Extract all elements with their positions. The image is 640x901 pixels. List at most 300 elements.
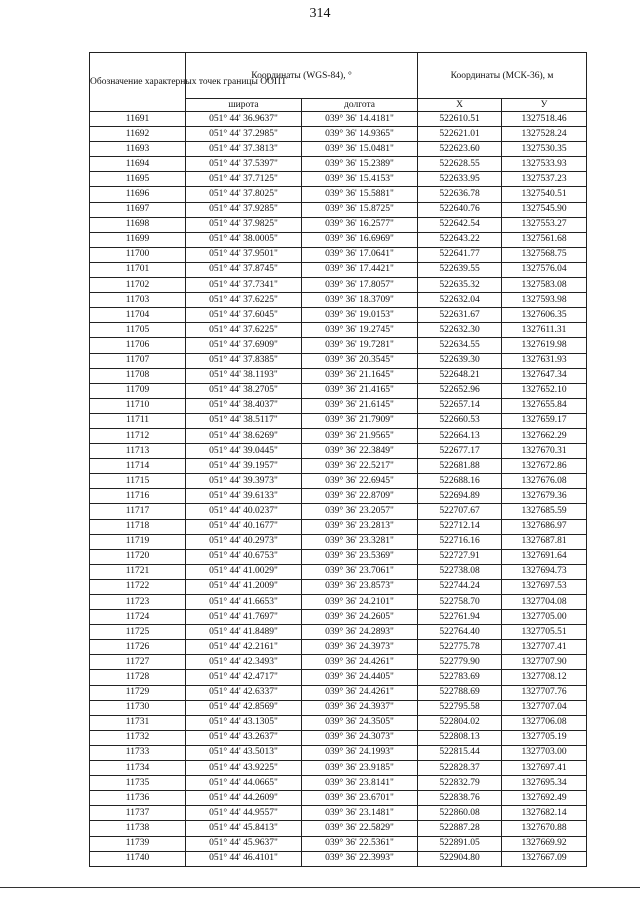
y-cell: 1327561.68 — [502, 232, 587, 247]
table-row — [90, 262, 587, 277]
point-id-cell: 11730 — [90, 700, 186, 715]
longitude-cell: 039° 36' 24.2893" — [302, 625, 418, 640]
x-cell: 522808.13 — [418, 730, 502, 745]
point-id-cell: 11720 — [90, 549, 186, 564]
y-cell: 1327606.35 — [502, 308, 587, 323]
x-cell: 522648.21 — [418, 368, 502, 383]
x-cell: 522664.13 — [418, 428, 502, 443]
latitude-cell: 051° 44' 37.6225" — [186, 323, 302, 338]
latitude-cell: 051° 44' 39.0445" — [186, 444, 302, 459]
latitude-cell: 051° 44' 40.0237" — [186, 504, 302, 519]
longitude-cell: 039° 36' 22.3849" — [302, 444, 418, 459]
longitude-cell: 039° 36' 15.8725" — [302, 202, 418, 217]
table-row — [90, 655, 587, 670]
latitude-cell: 051° 44' 37.9825" — [186, 217, 302, 232]
x-cell: 522716.16 — [418, 534, 502, 549]
latitude-cell: 051° 44' 38.6269" — [186, 428, 302, 443]
longitude-cell: 039° 36' 24.3505" — [302, 715, 418, 730]
x-cell: 522631.67 — [418, 308, 502, 323]
table-row — [90, 398, 587, 413]
y-cell: 1327540.51 — [502, 187, 587, 202]
longitude-cell: 039° 36' 23.7061" — [302, 564, 418, 579]
latitude-cell: 051° 44' 45.8413" — [186, 821, 302, 836]
y-cell: 1327611.31 — [502, 323, 587, 338]
point-id-cell: 11714 — [90, 459, 186, 474]
point-id-cell: 11719 — [90, 534, 186, 549]
latitude-cell: 051° 44' 37.5397" — [186, 157, 302, 172]
x-cell: 522634.55 — [418, 338, 502, 353]
page-number: 314 — [309, 6, 331, 21]
latitude-cell: 051° 44' 37.9501" — [186, 247, 302, 262]
latitude-cell: 051° 44' 42.4717" — [186, 670, 302, 685]
table-row — [90, 217, 587, 232]
x-cell: 522677.17 — [418, 444, 502, 459]
longitude-cell: 039° 36' 24.3937" — [302, 700, 418, 715]
table-row — [90, 730, 587, 745]
y-cell: 1327545.90 — [502, 202, 587, 217]
latitude-cell: 051° 44' 41.0029" — [186, 564, 302, 579]
latitude-cell: 051° 44' 44.0665" — [186, 776, 302, 791]
y-cell: 1327692.49 — [502, 791, 587, 806]
table-row — [90, 745, 587, 760]
latitude-cell: 051° 44' 39.6133" — [186, 489, 302, 504]
y-cell: 1327679.36 — [502, 489, 587, 504]
point-id-cell: 11723 — [90, 595, 186, 610]
longitude-cell: 039° 36' 23.2057" — [302, 504, 418, 519]
longitude-cell: 039° 36' 23.1481" — [302, 806, 418, 821]
y-cell: 1327682.14 — [502, 806, 587, 821]
table-row — [90, 640, 587, 655]
x-cell: 522660.53 — [418, 413, 502, 428]
y-cell: 1327619.98 — [502, 338, 587, 353]
longitude-cell: 039° 36' 17.8057" — [302, 278, 418, 293]
latitude-cell: 051° 44' 37.7341" — [186, 278, 302, 293]
y-cell: 1327583.08 — [502, 278, 587, 293]
point-id-cell: 11739 — [90, 836, 186, 851]
longitude-cell: 039° 36' 23.5369" — [302, 549, 418, 564]
x-cell: 522744.24 — [418, 579, 502, 594]
header-msk36: Координаты (МСК-36), м — [418, 53, 587, 99]
latitude-cell: 051° 44' 40.2973" — [186, 534, 302, 549]
longitude-cell: 039° 36' 19.7281" — [302, 338, 418, 353]
x-cell: 522681.88 — [418, 459, 502, 474]
latitude-cell: 051° 44' 43.9225" — [186, 761, 302, 776]
y-cell: 1327568.75 — [502, 247, 587, 262]
table-row — [90, 625, 587, 640]
x-cell: 522758.70 — [418, 595, 502, 610]
longitude-cell: 039° 36' 22.6945" — [302, 474, 418, 489]
y-cell: 1327686.97 — [502, 519, 587, 534]
latitude-cell: 051° 44' 37.9285" — [186, 202, 302, 217]
x-cell: 522764.40 — [418, 625, 502, 640]
point-id-cell: 11735 — [90, 776, 186, 791]
point-id-cell: 11724 — [90, 610, 186, 625]
header-y: У — [502, 99, 587, 112]
x-cell: 522635.32 — [418, 278, 502, 293]
longitude-cell: 039° 36' 21.9565" — [302, 428, 418, 443]
point-id-cell: 11708 — [90, 368, 186, 383]
point-id-cell: 11691 — [90, 112, 186, 127]
x-cell: 522707.67 — [418, 504, 502, 519]
longitude-cell: 039° 36' 24.2101" — [302, 595, 418, 610]
longitude-cell: 039° 36' 21.4165" — [302, 383, 418, 398]
y-cell: 1327697.53 — [502, 579, 587, 594]
y-cell: 1327695.34 — [502, 776, 587, 791]
table-row — [90, 293, 587, 308]
latitude-cell: 051° 44' 41.7697" — [186, 610, 302, 625]
latitude-cell: 051° 44' 41.8489" — [186, 625, 302, 640]
x-cell: 522860.08 — [418, 806, 502, 821]
latitude-cell: 051° 44' 37.6225" — [186, 293, 302, 308]
table-row — [90, 353, 587, 368]
point-id-cell: 11707 — [90, 353, 186, 368]
longitude-cell: 039° 36' 22.5217" — [302, 459, 418, 474]
latitude-cell: 051° 44' 45.9637" — [186, 836, 302, 851]
x-cell: 522688.16 — [418, 474, 502, 489]
x-cell: 522643.22 — [418, 232, 502, 247]
longitude-cell: 039° 36' 21.6145" — [302, 398, 418, 413]
x-cell: 522832.79 — [418, 776, 502, 791]
header-point-name: Обозначение характерных точек границы ООПТ — [90, 53, 186, 112]
y-cell: 1327707.04 — [502, 700, 587, 715]
longitude-cell: 039° 36' 23.8141" — [302, 776, 418, 791]
latitude-cell: 051° 44' 42.6337" — [186, 685, 302, 700]
x-cell: 522804.02 — [418, 715, 502, 730]
table-row — [90, 172, 587, 187]
latitude-cell: 051° 44' 37.7125" — [186, 172, 302, 187]
point-id-cell: 11696 — [90, 187, 186, 202]
x-cell: 522828.37 — [418, 761, 502, 776]
y-cell: 1327691.64 — [502, 549, 587, 564]
y-cell: 1327685.59 — [502, 504, 587, 519]
x-cell: 522815.44 — [418, 745, 502, 760]
table-row — [90, 610, 587, 625]
point-id-cell: 11732 — [90, 730, 186, 745]
latitude-cell: 051° 44' 36.9637" — [186, 112, 302, 127]
x-cell: 522761.94 — [418, 610, 502, 625]
x-cell: 522795.58 — [418, 700, 502, 715]
table-row — [90, 579, 587, 594]
longitude-cell: 039° 36' 14.9365" — [302, 127, 418, 142]
y-cell: 1327707.41 — [502, 640, 587, 655]
y-cell: 1327676.08 — [502, 474, 587, 489]
y-cell: 1327537.23 — [502, 172, 587, 187]
y-cell: 1327705.19 — [502, 730, 587, 745]
point-id-cell: 11737 — [90, 806, 186, 821]
longitude-cell: 039° 36' 17.4421" — [302, 262, 418, 277]
y-cell: 1327687.81 — [502, 534, 587, 549]
table-row — [90, 836, 587, 851]
table-row — [90, 685, 587, 700]
longitude-cell: 039° 36' 15.4153" — [302, 172, 418, 187]
x-cell: 522632.04 — [418, 293, 502, 308]
latitude-cell: 051° 44' 43.5013" — [186, 745, 302, 760]
x-cell: 522775.78 — [418, 640, 502, 655]
longitude-cell: 039° 36' 23.3281" — [302, 534, 418, 549]
latitude-cell: 051° 44' 38.4037" — [186, 398, 302, 413]
x-cell: 522632.30 — [418, 323, 502, 338]
point-id-cell: 11725 — [90, 625, 186, 640]
longitude-cell: 039° 36' 22.3993" — [302, 851, 418, 866]
point-id-cell: 11701 — [90, 262, 186, 277]
footer-rule — [0, 887, 640, 888]
table-row — [90, 549, 587, 564]
latitude-cell: 051° 44' 44.2609" — [186, 791, 302, 806]
y-cell: 1327530.35 — [502, 142, 587, 157]
y-cell: 1327631.93 — [502, 353, 587, 368]
table-row — [90, 504, 587, 519]
table-row — [90, 338, 587, 353]
y-cell: 1327694.73 — [502, 564, 587, 579]
point-id-cell: 11702 — [90, 278, 186, 293]
point-id-cell: 11704 — [90, 308, 186, 323]
point-id-cell: 11709 — [90, 383, 186, 398]
x-cell: 522891.05 — [418, 836, 502, 851]
longitude-cell: 039° 36' 15.5881" — [302, 187, 418, 202]
point-id-cell: 11715 — [90, 474, 186, 489]
table-row — [90, 112, 587, 127]
table-row — [90, 715, 587, 730]
y-cell: 1327704.08 — [502, 595, 587, 610]
x-cell: 522788.69 — [418, 685, 502, 700]
point-id-cell: 11705 — [90, 323, 186, 338]
table-row — [90, 489, 587, 504]
table-row — [90, 821, 587, 836]
longitude-cell: 039° 36' 15.0481" — [302, 142, 418, 157]
latitude-cell: 051° 44' 38.5117" — [186, 413, 302, 428]
point-id-cell: 11697 — [90, 202, 186, 217]
latitude-cell: 051° 44' 37.6909" — [186, 338, 302, 353]
x-cell: 522639.55 — [418, 262, 502, 277]
coordinates-table — [89, 52, 587, 867]
y-cell: 1327518.46 — [502, 112, 587, 127]
point-id-cell: 11695 — [90, 172, 186, 187]
x-cell: 522623.60 — [418, 142, 502, 157]
table-row — [90, 791, 587, 806]
longitude-cell: 039° 36' 24.4405" — [302, 670, 418, 685]
point-id-cell: 11700 — [90, 247, 186, 262]
longitude-cell: 039° 36' 21.7909" — [302, 413, 418, 428]
table-row — [90, 157, 587, 172]
x-cell: 522838.76 — [418, 791, 502, 806]
point-id-cell: 11706 — [90, 338, 186, 353]
longitude-cell: 039° 36' 14.4181" — [302, 112, 418, 127]
table-row — [90, 202, 587, 217]
x-cell: 522887.28 — [418, 821, 502, 836]
point-id-cell: 11726 — [90, 640, 186, 655]
header-longitude: долгота — [302, 99, 418, 112]
point-id-cell: 11721 — [90, 564, 186, 579]
longitude-cell: 039° 36' 20.3545" — [302, 353, 418, 368]
latitude-cell: 051° 44' 37.2985" — [186, 127, 302, 142]
table-row — [90, 142, 587, 157]
latitude-cell: 051° 44' 37.8025" — [186, 187, 302, 202]
latitude-cell: 051° 44' 37.8385" — [186, 353, 302, 368]
table-row — [90, 670, 587, 685]
longitude-cell: 039° 36' 15.2389" — [302, 157, 418, 172]
latitude-cell: 051° 44' 41.6653" — [186, 595, 302, 610]
point-id-cell: 11693 — [90, 142, 186, 157]
y-cell: 1327659.17 — [502, 413, 587, 428]
latitude-cell: 051° 44' 43.1305" — [186, 715, 302, 730]
table-row — [90, 776, 587, 791]
table-row — [90, 308, 587, 323]
y-cell: 1327593.98 — [502, 293, 587, 308]
latitude-cell: 051° 44' 39.1957" — [186, 459, 302, 474]
table-row — [90, 564, 587, 579]
table-row — [90, 278, 587, 293]
x-cell: 522636.78 — [418, 187, 502, 202]
table-row — [90, 519, 587, 534]
latitude-cell: 051° 44' 38.1193" — [186, 368, 302, 383]
y-cell: 1327647.34 — [502, 368, 587, 383]
y-cell: 1327576.04 — [502, 262, 587, 277]
point-id-cell: 11736 — [90, 791, 186, 806]
table-row — [90, 247, 587, 262]
table-row — [90, 806, 587, 821]
y-cell: 1327670.88 — [502, 821, 587, 836]
y-cell: 1327652.10 — [502, 383, 587, 398]
longitude-cell: 039° 36' 24.4261" — [302, 655, 418, 670]
point-id-cell: 11740 — [90, 851, 186, 866]
x-cell: 522779.90 — [418, 655, 502, 670]
y-cell: 1327707.90 — [502, 655, 587, 670]
y-cell: 1327697.41 — [502, 761, 587, 776]
point-id-cell: 11717 — [90, 504, 186, 519]
y-cell: 1327708.12 — [502, 670, 587, 685]
y-cell: 1327655.84 — [502, 398, 587, 413]
point-id-cell: 11727 — [90, 655, 186, 670]
longitude-cell: 039° 36' 22.5361" — [302, 836, 418, 851]
header-wgs84: Координаты (WGS-84), ° — [186, 53, 418, 99]
longitude-cell: 039° 36' 23.8573" — [302, 579, 418, 594]
latitude-cell: 051° 44' 44.9557" — [186, 806, 302, 821]
longitude-cell: 039° 36' 16.2577" — [302, 217, 418, 232]
latitude-cell: 051° 44' 42.8569" — [186, 700, 302, 715]
x-cell: 522610.51 — [418, 112, 502, 127]
x-cell: 522642.54 — [418, 217, 502, 232]
point-id-cell: 11711 — [90, 413, 186, 428]
table-row — [90, 428, 587, 443]
table-row — [90, 474, 587, 489]
x-cell: 522783.69 — [418, 670, 502, 685]
header-x: X — [418, 99, 502, 112]
point-id-cell: 11718 — [90, 519, 186, 534]
x-cell: 522657.14 — [418, 398, 502, 413]
longitude-cell: 039° 36' 23.9185" — [302, 761, 418, 776]
table-row — [90, 232, 587, 247]
latitude-cell: 051° 44' 39.3973" — [186, 474, 302, 489]
x-cell: 522738.08 — [418, 564, 502, 579]
point-id-cell: 11731 — [90, 715, 186, 730]
table-row — [90, 383, 587, 398]
longitude-cell: 039° 36' 21.1645" — [302, 368, 418, 383]
point-id-cell: 11694 — [90, 157, 186, 172]
point-id-cell: 11716 — [90, 489, 186, 504]
latitude-cell: 051° 44' 41.2009" — [186, 579, 302, 594]
table-row — [90, 444, 587, 459]
latitude-cell: 051° 44' 38.2705" — [186, 383, 302, 398]
longitude-cell: 039° 36' 24.3973" — [302, 640, 418, 655]
point-id-cell: 11733 — [90, 745, 186, 760]
latitude-cell: 051° 44' 43.2637" — [186, 730, 302, 745]
longitude-cell: 039° 36' 23.2813" — [302, 519, 418, 534]
table-row — [90, 700, 587, 715]
point-id-cell: 11713 — [90, 444, 186, 459]
latitude-cell: 051° 44' 37.3813" — [186, 142, 302, 157]
x-cell: 522904.80 — [418, 851, 502, 866]
point-id-cell: 11728 — [90, 670, 186, 685]
latitude-cell: 051° 44' 46.4101" — [186, 851, 302, 866]
table-row — [90, 534, 587, 549]
y-cell: 1327703.00 — [502, 745, 587, 760]
x-cell: 522621.01 — [418, 127, 502, 142]
x-cell: 522639.30 — [418, 353, 502, 368]
x-cell: 522640.76 — [418, 202, 502, 217]
y-cell: 1327528.24 — [502, 127, 587, 142]
x-cell: 522727.91 — [418, 549, 502, 564]
longitude-cell: 039° 36' 24.3073" — [302, 730, 418, 745]
x-cell: 522712.14 — [418, 519, 502, 534]
x-cell: 522628.55 — [418, 157, 502, 172]
y-cell: 1327662.29 — [502, 428, 587, 443]
y-cell: 1327705.00 — [502, 610, 587, 625]
point-id-cell: 11703 — [90, 293, 186, 308]
y-cell: 1327706.08 — [502, 715, 587, 730]
latitude-cell: 051° 44' 42.3493" — [186, 655, 302, 670]
longitude-cell: 039° 36' 24.4261" — [302, 685, 418, 700]
latitude-cell: 051° 44' 38.0005" — [186, 232, 302, 247]
x-cell: 522641.77 — [418, 247, 502, 262]
table-row — [90, 323, 587, 338]
latitude-cell: 051° 44' 37.8745" — [186, 262, 302, 277]
latitude-cell: 051° 44' 40.1677" — [186, 519, 302, 534]
point-id-cell: 11722 — [90, 579, 186, 594]
table-row — [90, 413, 587, 428]
y-cell: 1327670.31 — [502, 444, 587, 459]
y-cell: 1327669.92 — [502, 836, 587, 851]
y-cell: 1327533.93 — [502, 157, 587, 172]
table-row — [90, 127, 587, 142]
longitude-cell: 039° 36' 24.2605" — [302, 610, 418, 625]
x-cell: 522694.89 — [418, 489, 502, 504]
point-id-cell: 11712 — [90, 428, 186, 443]
longitude-cell: 039° 36' 16.6969" — [302, 232, 418, 247]
table-row — [90, 761, 587, 776]
table-row — [90, 851, 587, 866]
table-row — [90, 459, 587, 474]
longitude-cell: 039° 36' 17.0641" — [302, 247, 418, 262]
latitude-cell: 051° 44' 37.6045" — [186, 308, 302, 323]
point-id-cell: 11699 — [90, 232, 186, 247]
x-cell: 522652.96 — [418, 383, 502, 398]
longitude-cell: 039° 36' 19.0153" — [302, 308, 418, 323]
y-cell: 1327667.09 — [502, 851, 587, 866]
longitude-cell: 039° 36' 23.6701" — [302, 791, 418, 806]
y-cell: 1327707.76 — [502, 685, 587, 700]
longitude-cell: 039° 36' 24.1993" — [302, 745, 418, 760]
latitude-cell: 051° 44' 42.2161" — [186, 640, 302, 655]
y-cell: 1327705.51 — [502, 625, 587, 640]
latitude-cell: 051° 44' 40.6753" — [186, 549, 302, 564]
point-id-cell: 11698 — [90, 217, 186, 232]
point-id-cell: 11710 — [90, 398, 186, 413]
point-id-cell: 11738 — [90, 821, 186, 836]
header-latitude: широта — [186, 99, 302, 112]
y-cell: 1327553.27 — [502, 217, 587, 232]
table-row — [90, 368, 587, 383]
longitude-cell: 039° 36' 22.8709" — [302, 489, 418, 504]
